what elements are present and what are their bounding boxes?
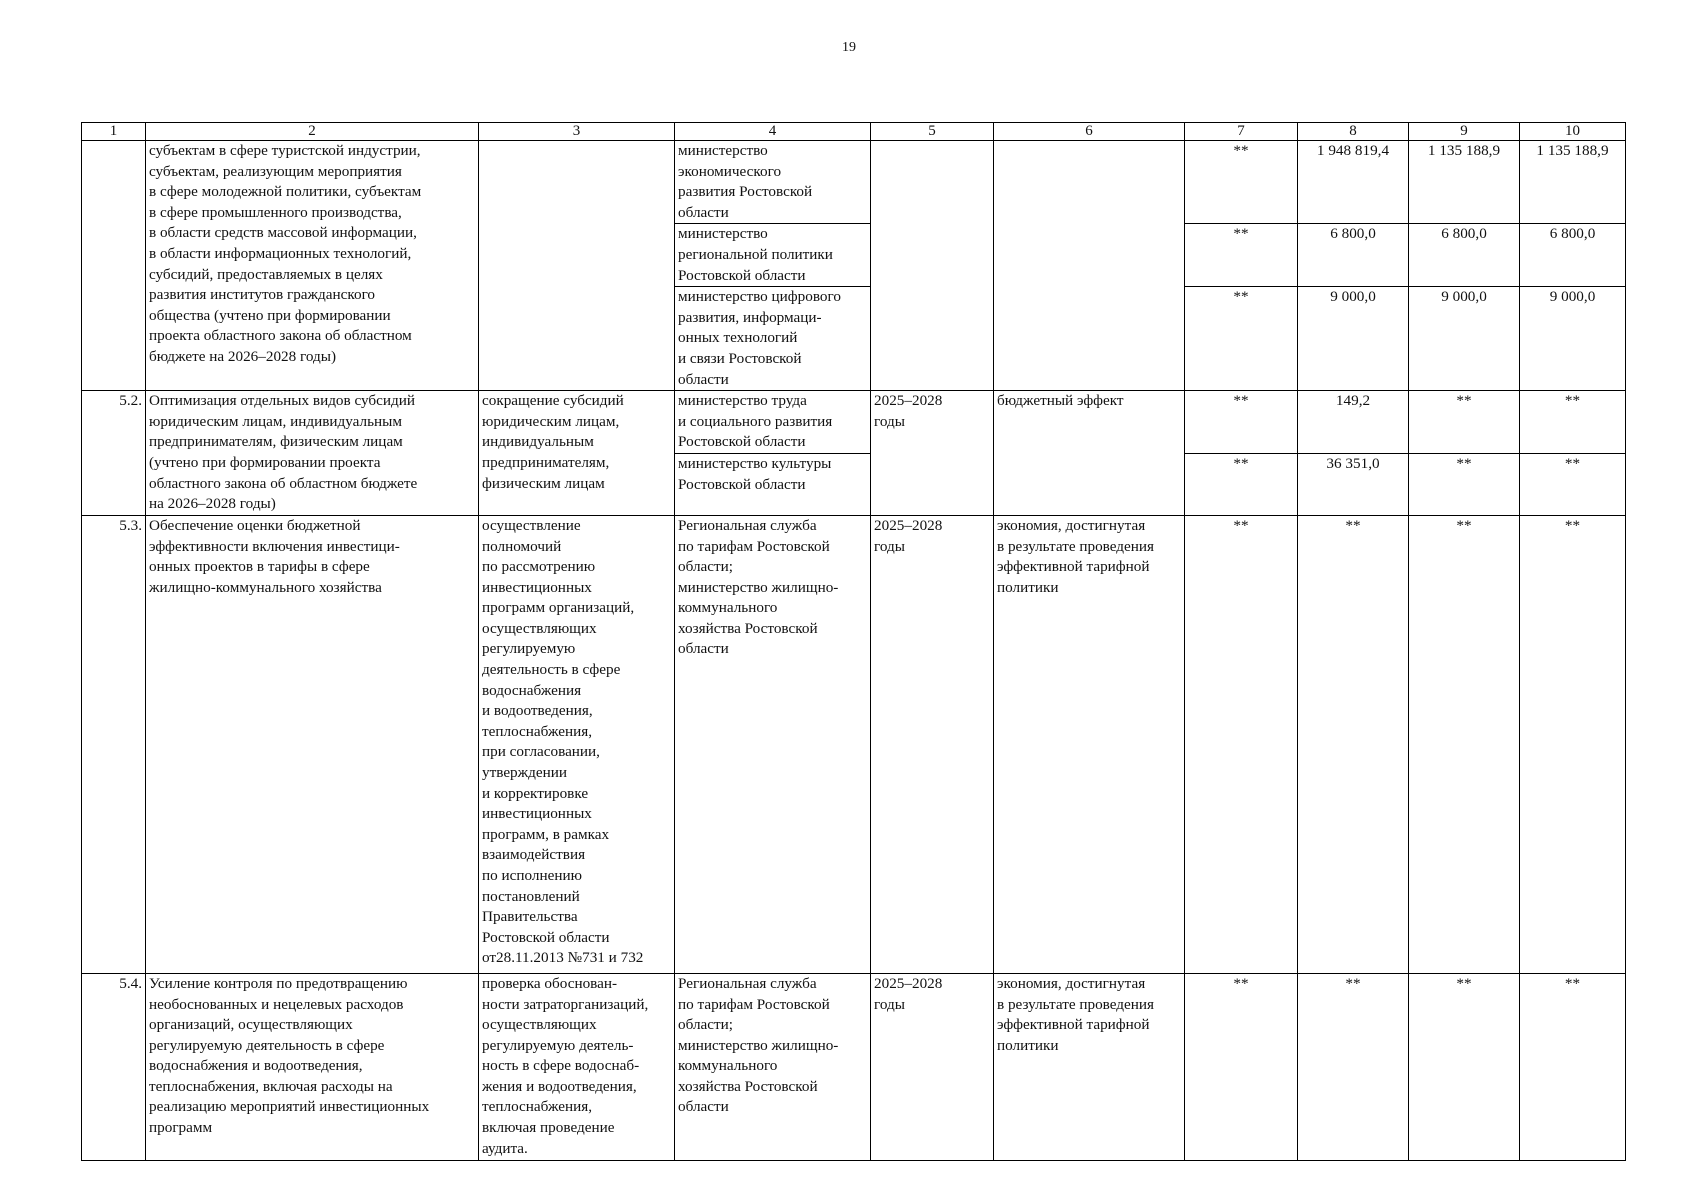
executor-text: Региональная служба по тарифам Ростовской области; министерство жилищно- коммунального хозяйства Ростовской области [678,516,839,658]
value-cell: ** [1520,453,1626,515]
item-number: 5.2. [119,392,142,410]
executor-cell [675,141,871,224]
item-number-cell [82,515,146,973]
column-number: 4 [675,123,871,141]
effect-text: бюджетный эффект [997,392,1124,410]
executor-cell [675,224,871,287]
period-cell [871,515,994,973]
action-cell [479,515,675,973]
value-cell: 6 800,0 [1520,224,1626,287]
column-number: 6 [994,123,1185,141]
value-cell: 6 800,0 [1298,224,1409,287]
measure-text: субъектам в сфере туристской индустрии, субъектам, реализующим мероприятия в сфере молодежной политики, субъектам в сфере промышленного производства, в области средств массовой информации, в области информационных технологий, субсидий, предоставляемых в целях развития институтов гражданского общества (учтено при формировании проекта областного закона об областном бюджете на 2026–2028 годы) [149,142,422,365]
value-cell: ** [1185,453,1298,515]
value-cell: ** [1409,453,1520,515]
value-cell: 1 135 188,9 [1520,141,1626,224]
value-cell: ** [1298,973,1409,1160]
value-cell: 9 000,0 [1298,287,1409,391]
measures-table [81,122,1626,1161]
item-number-cell [82,973,146,1160]
period-text: 2025–2028 годы [874,392,943,430]
action-text: сокращение субсидий юридическим лицам, индивидуальным предпринимателям, физическим лицам [482,392,624,492]
column-number: 8 [1298,123,1409,141]
period-text: 2025–2028 годы [874,516,943,555]
effect-cell [994,973,1185,1160]
value-cell: ** [1409,515,1520,973]
period-cell [871,141,994,391]
column-number-row [82,123,1626,141]
effect-cell [994,141,1185,391]
action-text: осуществление полномочий по рассмотрению инвестиционных программ организаций, осуществляющих регулируемую деятельность в сфере водоснабжения и водоотведения, теплоснабжения, при согласовании, утверждении и корректировке инвестиционных программ, в рамках взаимодействия по исполнению постановлений Правительства Ростовской области от28.11.2013 №731 и 732 [482,516,644,967]
column-number: 10 [1520,123,1626,141]
item-number: 5.4. [119,974,142,992]
measure-text: Оптимизация отдельных видов субсидий юридическим лицам, индивидуальным предпринимателям, физическим лицам (учтено при формировании проекта областного закона об областном бюджете на 2026–2028 годы) [149,392,418,513]
executor-cell [675,287,871,391]
effect-text: экономия, достигнутая в результате проведения эффективной тарифной политики [997,516,1155,596]
table-row [82,141,1626,224]
item-number: 5.3. [119,516,142,534]
table-row [82,973,1626,1160]
value-cell: ** [1520,515,1626,973]
executor-text: министерство экономического развития Ростовской области [678,142,813,221]
item-number-cell [82,141,146,391]
executor-text: министерство региональной политики Ростовской области [678,225,833,284]
executor-text: Региональная служба по тарифам Ростовской области; министерство жилищно- коммунального хозяйства Ростовской области [678,974,839,1116]
measure-cell [146,141,479,391]
value-cell: 1 135 188,9 [1409,141,1520,224]
value-cell: ** [1185,287,1298,391]
column-number: 5 [871,123,994,141]
value-cell: ** [1298,515,1409,973]
table-row [82,515,1626,973]
column-number: 3 [479,123,675,141]
effect-cell [994,391,1185,516]
value-cell: ** [1520,391,1626,454]
effect-text: экономия, достигнутая в результате проведения эффективной тарифной политики [997,974,1155,1054]
measure-cell [146,515,479,973]
period-cell [871,391,994,516]
value-cell: ** [1185,141,1298,224]
value-cell: 6 800,0 [1409,224,1520,287]
executor-text: министерство труда и социального развития Ростовской области [678,392,833,451]
value-cell: 1 948 819,4 [1298,141,1409,224]
value-cell: 149,2 [1298,391,1409,454]
value-cell: 9 000,0 [1520,287,1626,391]
action-cell [479,973,675,1160]
executor-cell [675,515,871,973]
measure-text: Усиление контроля по предотвращению необоснованных и нецелевых расходов организаций, осуществляющих регулируемую деятельность в сфере водоснабжения и водоотведения, теплоснабжения, включая расходы на реализацию мероприятий инвестиционных программ [149,974,430,1137]
action-text: проверка обоснован- ности затраторганизаций, осуществляющих регулируемую деятель- ность в сфере водоснаб- жения и водоотведения, теплоснабжения, включая проведение аудита. [482,974,649,1157]
executor-text: министерство цифрового развития, информаци- онных технологий и связи Ростовской области [678,288,841,388]
value-cell: ** [1520,973,1626,1160]
value-cell: 9 000,0 [1409,287,1520,391]
action-cell [479,141,675,391]
value-cell: 36 351,0 [1298,453,1409,515]
measure-cell [146,973,479,1160]
measure-text: Обеспечение оценки бюджетной эффективности включения инвестици- онных проектов в тарифы в сфере жилищно-коммунального хозяйства [149,516,400,596]
table-row [82,391,1626,454]
value-cell: ** [1185,973,1298,1160]
effect-cell [994,515,1185,973]
value-cell: ** [1185,515,1298,973]
value-cell: ** [1409,391,1520,454]
executor-text: министерство культуры Ростовской области [678,454,832,493]
period-text: 2025–2028 годы [874,974,943,1013]
column-number: 9 [1409,123,1520,141]
period-cell [871,973,994,1160]
executor-cell [675,973,871,1160]
executor-cell [675,391,871,454]
value-cell: ** [1185,224,1298,287]
executor-cell [675,453,871,515]
column-number: 7 [1185,123,1298,141]
value-cell: ** [1185,391,1298,454]
item-number-cell [82,391,146,516]
measure-cell [146,391,479,516]
column-number: 1 [82,123,146,141]
action-cell [479,391,675,516]
column-number: 2 [146,123,479,141]
value-cell: ** [1409,973,1520,1160]
page-number: 19 [842,40,856,55]
